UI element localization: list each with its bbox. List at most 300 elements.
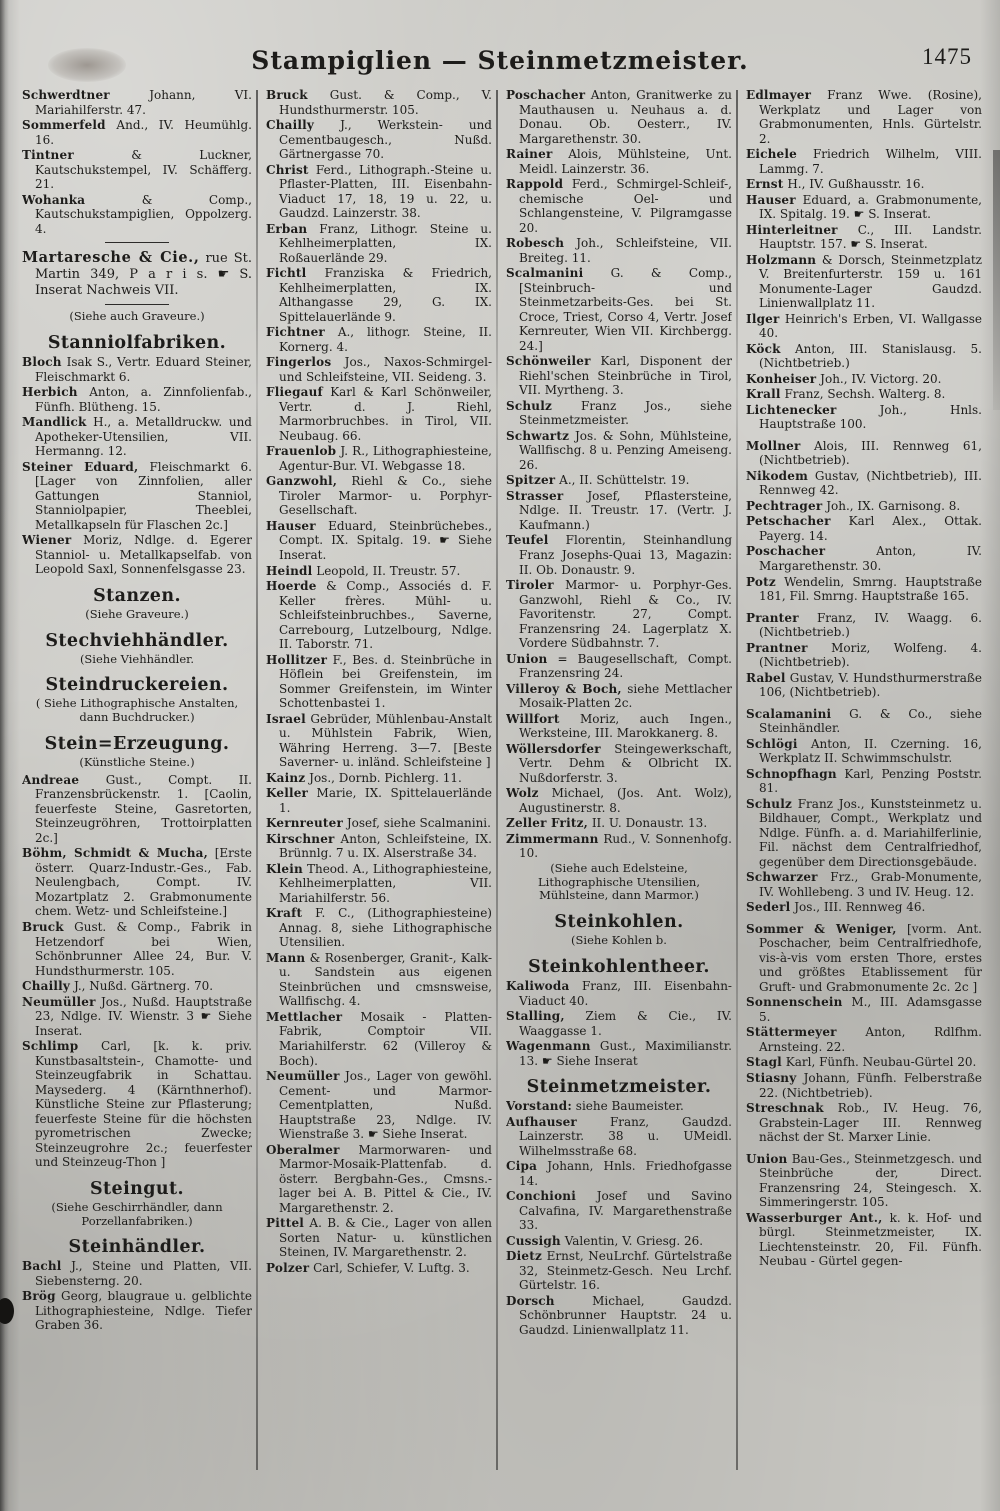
entry-text: Johann, VI. Mariahilferstr. 47. (35, 88, 252, 117)
entry-text: Johann, Fünfh. Felberstraße 22. (Nichtbetrieb). (759, 1071, 982, 1100)
entry-text: Carl, Schiefer, V. Luftg. 3. (313, 1260, 470, 1275)
entry-text: Moriz, Wolfeng. 4. (Nichtbetrieb). (759, 640, 982, 670)
entry-name: Frauenlob (266, 444, 337, 459)
entry-name: Mettlacher (266, 1009, 343, 1024)
entry-text: Mosaik - Platten-Fabrik, Comptoir VII. Mariahilferstr. 62 (Villeroy & Boch). (279, 1009, 492, 1068)
entry-text: Anton, Schleifsteine, IX. Brünnlg. 7 u. IX. Alserstraße 34. (279, 831, 492, 861)
section-crossref: (Künstliche Steine.) (79, 755, 195, 770)
directory-entry (22, 995, 252, 1039)
directory-entry (746, 575, 982, 604)
entry-name: Villeroy & Boch, (506, 681, 622, 696)
entry-name: Bruck (22, 919, 64, 934)
directory-entry (22, 148, 252, 192)
entry-text: & Comp., Kautschukstampiglien, Oppolzerg. 4. (35, 192, 252, 236)
section-crossref: (Siehe Graveure.) (85, 606, 189, 621)
directory-entry (506, 682, 732, 711)
entry-text: Eduard, Steinbrüchebes., Compt. IX. Spitalg. 19. ☛ Siehe Inserat. (279, 518, 492, 562)
directory-entry (266, 355, 492, 384)
directory-entry (506, 832, 732, 861)
directory-entry (746, 671, 982, 700)
entry-text: Josef, Pflastersteine, Ndlge. II. Treustr. 17. (Vertr. J. Kaufmann.) (519, 488, 732, 532)
entry-text: Ferd., Schmirgel-Schleif-, chemische Oel- und Schlangensteine, V. Pilgramgasse 20. (519, 177, 732, 235)
entry-name: Wasserburger Ant., (746, 1210, 883, 1225)
directory-entry (266, 564, 492, 579)
entry-text: G. & Comp., [Steinbruch- und Steinmetzarbeits-Ges. bei St. Croce, Triest, Corso 4, Vertr. Josef Kernreuter, Wien VII. Kirchbergg. 24.] (519, 266, 732, 353)
entry-name: Brög (22, 1289, 56, 1304)
directory-entry (506, 354, 732, 398)
entry-name: Fichtner (266, 325, 325, 340)
section-divider (105, 304, 169, 305)
entry-text: G. & Co., siehe Steinhändler. (759, 706, 982, 736)
directory-entry (266, 832, 492, 861)
entry-name: Ernst (746, 177, 784, 192)
directory-entry (746, 177, 982, 192)
entry-name: Scalamanini (746, 706, 832, 721)
directory-entry (266, 519, 492, 563)
directory-entry (506, 1249, 732, 1293)
directory-entry (746, 253, 982, 311)
directory-entry (22, 920, 252, 978)
directory-entry (266, 786, 492, 815)
entry-name: Rabel (746, 670, 786, 685)
entry-name: Martaresche & Cie., (22, 249, 200, 267)
entry-name: Hoerde (266, 579, 317, 594)
directory-entry (506, 786, 732, 815)
entry-name: Zimmermann (506, 831, 599, 846)
directory-entry (506, 712, 732, 741)
directory-entry (266, 816, 492, 831)
entry-text: Franz, Sechsh. Walterg. 8. (784, 387, 946, 402)
directory-entry (22, 460, 252, 533)
entry-text: Steingewerkschaft, Vertr. Dehm & Olbricht IX. Nußdorferstr. 3. (519, 741, 732, 785)
directory-entry (746, 223, 982, 252)
entry-name: Spitzer (506, 473, 556, 488)
directory-entry (22, 415, 252, 459)
entry-text: Michael, Gaudzd. Schönbrunner Hauptstr. 24 u. Gaudzd. Linienwallplatz 11. (519, 1293, 732, 1337)
directory-entry (22, 773, 252, 846)
directory-entry (506, 578, 732, 651)
directory-entry (266, 385, 492, 443)
section-crossref: (Siehe auch Edelsteine, Lithographische Utensilien, Mühlsteine, dann Marmor.) (538, 860, 700, 903)
entry-text: Marie, IX. Spittelauerlände 1. (279, 786, 492, 815)
entry-text: J., Werkstein- und Cementbaugesch., Nußd. Gärtnergasse 70. (279, 118, 492, 162)
directory-entry (746, 88, 982, 146)
entry-text: Riehl & Co., siehe Tiroler Marmor- u. Porphyr-Gesellschaft. (279, 474, 492, 518)
entry-text: Fleischmarkt 6. [Lager von Zinnfolien, aller Gattungen Stanniol, Stanniolpapier, Theeblei, Metallkapseln für Flaschen 2c.] (35, 459, 252, 532)
entry-name: Sommer & Weniger, (746, 921, 897, 936)
entry-text: Franz, III. Eisenbahn-Viaduct 40. (519, 979, 732, 1008)
directory-entry (266, 906, 492, 950)
entry-text: Alois, III. Rennweg 61, (Nichtbetrieb). (759, 438, 982, 468)
entry-text: Frz., Grab-Monumente, IV. Wohllebeng. 3 und IV. Heug. 12. (759, 870, 982, 899)
section-heading: Steinmetzmeister. (526, 1077, 712, 1098)
entry-name: Kraft (266, 906, 303, 921)
entry-text: Gebrüder, Mühlenbau-Anstalt u. Mühlstein Fabrik, Wien, Währing Herreng. 3—7. [Beste Saverner- u. inländ. Schleifsteine ] (279, 711, 492, 770)
entry-text: Moriz, auch Ingen., Werksteine, III. Marokkanerg. 8. (519, 711, 732, 741)
entry-name: Scalmanini (506, 266, 584, 281)
entry-name: Schwerdtner (22, 88, 110, 102)
directory-entry (506, 1099, 732, 1114)
directory-entry (266, 266, 492, 324)
entry-text: Jos., Lager von gewöhl. Cement- und Marmor-Cementplatten, Nußd. Hauptstraße 23, Ndlge. IV. Wienstraße 3. ☛ Siehe Inserat. (279, 1069, 492, 1142)
entry-name: Union (506, 651, 548, 666)
directory-entry (266, 579, 492, 652)
entry-text: Johann, Hnls. Friedhofgasse 14. (519, 1159, 732, 1188)
entry-name: Böhm, Schmidt & Mucha, (22, 846, 209, 861)
entry-text: H., a. Metalldruckw. und Apotheker-Utensilien, VII. Hermanng. 12. (35, 415, 252, 459)
entry-name: Mann (266, 950, 306, 965)
entry-text: [vorm. Ant. Poschacher, beim Centralfriedhofe, vis-à-vis vom ersten Thore, erstes und größtes Etablissement für Gruft- und Grabmonumente 2c. 2c ] (759, 921, 982, 994)
directory-entry (746, 641, 982, 670)
entry-name: Zeller Fritz, (506, 816, 588, 831)
directory-entry (266, 474, 492, 518)
directory-entry (266, 325, 492, 354)
entry-name: Willfort (506, 711, 560, 726)
entry-text: Franz Jos., siehe Steinmetzmeister. (519, 398, 732, 428)
entry-name: Holzmann (746, 252, 817, 267)
entry-text: Franz Wwe. (Rosine), Werkplatz und Lager von Grabmonumenten, Hnls. Gürtelstr. 2. (759, 88, 982, 146)
directory-entry (506, 742, 732, 786)
directory-entry (506, 1039, 732, 1068)
directory-entry (746, 514, 982, 543)
entry-text: = Baugesellschaft, Compt. Franzensring 24. (519, 651, 732, 681)
entry-name: Stiasny (746, 1071, 797, 1085)
entry-text: & Dorsch, Steinmetzplatz V. Breitenfurterstr. 159 u. 161 Monumente-Lager Gaudzd. Linienwallplatz 11. (759, 252, 982, 311)
directory-entry (22, 1039, 252, 1170)
entry-name: Hauser (266, 518, 316, 533)
entry-name: Kaliwoda (506, 979, 570, 993)
entry-text: A. B. & Cie., Lager von allen Sorten Natur- u. künstlichen Steinen, IV. Margarethenstr. 2. (279, 1216, 492, 1260)
entry-name: Union (746, 1151, 788, 1166)
directory-entry (746, 499, 982, 514)
directory-entry (506, 489, 732, 533)
entry-text: Anton, Rdlfhm. Arnsteing. 22. (759, 1025, 982, 1054)
directory-entry (506, 473, 732, 488)
entry-name: Ilger (746, 311, 780, 326)
directory-entry (506, 429, 732, 473)
entry-text: Josef, siehe Scalmanini. (346, 816, 491, 831)
directory-entry (746, 439, 982, 468)
entry-text: Alois, Mühlsteine, Unt. Meidl. Lainzerstr. 36. (519, 147, 732, 176)
entry-name: Tiroler (506, 578, 554, 593)
entry-name: Sonnenschein (746, 995, 843, 1010)
entry-text: Leopold, II. Treustr. 57. (316, 563, 461, 578)
entry-name: Vorstand: (506, 1099, 572, 1114)
entry-name: Ganzwohl, (266, 474, 338, 489)
entry-name: Poschacher (746, 544, 826, 559)
directory-entry (506, 1189, 732, 1233)
entry-name: Klein (266, 861, 303, 876)
entry-text: Joh., IV. Victorg. 20. (820, 371, 942, 386)
entry-text: Josef und Savino Calvafina, IV. Margarethenstraße 33. (519, 1189, 732, 1233)
entry-name: Sederl (746, 900, 791, 915)
entry-text: J. R., Lithographiesteine, Agentur-Bur. VI. Webgasse 18. (279, 444, 492, 473)
column-2 (266, 88, 492, 1496)
entry-name: Schlimp (22, 1039, 79, 1054)
entry-name: Wagenmann (506, 1039, 591, 1054)
entry-text: H., IV. Gußhausstr. 16. (787, 177, 925, 192)
entry-name: Cussigh (506, 1233, 561, 1248)
entry-name: Kainz (266, 770, 306, 785)
directory-entry (266, 1143, 492, 1216)
entry-name: Wiener (22, 533, 72, 548)
directory-entry (506, 652, 732, 681)
directory-entry (506, 266, 732, 353)
entry-text: siehe Baumeister. (575, 1099, 684, 1114)
section-heading: Stanniolfabriken. (47, 333, 227, 354)
entry-name: Chailly (266, 118, 315, 133)
entry-text: & Comp., Associés d. F. Keller frères. Mühl- u. Schleifsteinbruchbes., Saverne, Carrebourg, Lutzelbourg, Ndlge. II. Taborstr. 71. (279, 579, 492, 652)
directory-entry (506, 533, 732, 577)
directory-entry (506, 979, 732, 1008)
entry-text: Karl, Disponent der Riehl'schen Steinbrüche in Tirol, VII. Myrtheng. 3. (519, 354, 732, 398)
entry-name: Rappold (506, 177, 564, 192)
entry-name: Streschnak (746, 1101, 824, 1116)
page-header (0, 46, 1000, 75)
directory-entry (746, 797, 982, 870)
entry-name: Schnopfhagn (746, 766, 837, 781)
directory-entry (22, 249, 252, 298)
entry-text: k. k. Hof- und bürgl. Steinmetzmeister, IX. Liechtensteinstr. 20, Fil. Fünfh. Neubau - Gürtel gegen- (759, 1210, 982, 1269)
entry-name: Neumüller (266, 1069, 340, 1084)
entry-name: Nikodem (746, 468, 808, 483)
directory-entry (266, 1216, 492, 1260)
entry-name: Kernreuter (266, 816, 344, 831)
entry-text: Isak S., Vertr. Eduard Steiner, Fleischmarkt 6. (35, 355, 252, 384)
section-crossref: (Siehe Geschirrhändler, dann Porzellanfabriken.) (51, 1199, 223, 1228)
directory-entry (746, 342, 982, 371)
section-heading: Stanzen. (93, 585, 181, 606)
entry-text: Bau-Ges., Steinmetzgesch. und Steinbrüche der, Direct. Franzensring 24, Steingesch. X. Simmeringerstr. 105. (759, 1151, 982, 1210)
scan-edge-shadow (0, 0, 9, 1511)
directory-entry (746, 737, 982, 766)
entry-text: Karl, Fünfh. Neubau-Gürtel 20. (785, 1055, 977, 1070)
section-heading: Steindruckereien. (45, 675, 229, 696)
entry-text: Karl Alex., Ottak. Payerg. 14. (759, 514, 982, 543)
entry-name: Schulz (746, 796, 792, 811)
ink-speck (0, 1298, 14, 1324)
entry-name: Schönweiler (506, 354, 591, 369)
directory-entry (746, 1211, 982, 1269)
directory-entry (746, 611, 982, 640)
entry-name: Fingerlos (266, 355, 332, 370)
entry-name: Wöllersdorfer (506, 741, 601, 756)
directory-entry (266, 653, 492, 711)
entry-text: Karl, Penzing Poststr. 81. (759, 766, 982, 796)
page-number: 1475 (922, 44, 972, 69)
directory-entry (266, 222, 492, 266)
directory-entry (746, 312, 982, 341)
entry-text: Wendelin, Smrng. Hauptstraße 181, Fil. Smrng. Hauptstraße 165. (759, 574, 982, 604)
entry-text: A., lithogr. Steine, II. Kornerg. 4. (279, 325, 492, 354)
entry-text: Gustav, V. Hundsthurmerstraße 106, (Nichtbetrieb). (759, 670, 982, 700)
entry-name: Rainer (506, 147, 553, 162)
entry-text: Heinrich's Erben, VI. Wallgasse 40. (759, 311, 982, 341)
section-crossref: (Siehe auch Graveure.) (69, 309, 205, 324)
directory-entry (506, 177, 732, 235)
entry-text: Anton, Granitwerke zu Mauthausen u. Neuhaus a. d. Donau. Ob. Oesterr., IV. Margarethenstr. 30. (519, 88, 732, 146)
section-crossref: (Siehe Viehhändler. (79, 651, 195, 666)
entry-name: Schlögi (746, 736, 798, 751)
section-heading: Steinkohlentheer. (528, 957, 710, 977)
entry-name: Aufhauser (506, 1114, 577, 1129)
entry-text: Theod. A., Lithographiesteine, Kehlheimerplatten, VII. Mariahilferstr. 56. (279, 861, 492, 905)
entry-text: Joh., Hnls. Hauptstraße 100. (759, 402, 982, 432)
directory-entry (506, 399, 732, 428)
entry-name: Herbich (22, 385, 78, 400)
entry-text: rue St. Martin 349, P a r i s. ☛ S. Inserat Nachweis VII. (35, 251, 252, 298)
directory-entry (266, 862, 492, 906)
directory-entry (22, 88, 252, 117)
directory-entry (22, 1289, 252, 1333)
entry-name: Christ (266, 162, 309, 177)
entry-name: Dorsch (506, 1293, 555, 1308)
entry-text: Franziska & Friedrich, Kehlheimerplatten, IX. Althangasse 29, G. IX. Spittelauerlände 9. (279, 266, 492, 324)
entry-text: Michael, (Jos. Ant. Wolz), Augustinerstr. 8. (519, 786, 732, 815)
entry-name: Bruck (266, 88, 308, 102)
column-3 (506, 88, 732, 1496)
entry-name: Keller (266, 786, 309, 801)
directory-entry (746, 193, 982, 222)
entry-name: Andreae (22, 772, 80, 787)
entry-name: Steiner Eduard, (22, 459, 139, 474)
column-1 (22, 88, 252, 1496)
entry-name: Wolz (506, 786, 539, 801)
entry-name: Köck (746, 341, 781, 356)
entry-name: Pranter (746, 610, 799, 625)
column-divider (256, 90, 258, 1470)
entry-name: Strasser (506, 488, 564, 503)
entry-text: Rud., V. Sonnenhofg. 10. (519, 831, 732, 861)
directory-entry (746, 1025, 982, 1054)
entry-name: Lichtenecker (746, 402, 837, 417)
entry-text: Georg, blaugraue u. gelblichte Lithographiesteine, Ndlge. Tiefer Graben 36. (35, 1289, 252, 1333)
directory-entry (746, 995, 982, 1024)
entry-text: F., Bes. d. Steinbrüche in Höflein bei Greifenstein, im Sommer Greifenstein, im Winter Schottenbastei 1. (279, 652, 492, 711)
directory-entry (22, 385, 252, 414)
entry-text: Gust. & Comp., V. Hundsthurmerstr. 105. (279, 88, 492, 117)
entry-text: Franz, IV. Waagg. 6. (Nichtbetrieb.) (759, 610, 982, 640)
entry-text: Valentin, V. Griesg. 26. (564, 1233, 704, 1248)
entry-name: Bloch (22, 355, 62, 370)
directory-entry (266, 1069, 492, 1142)
entry-name: Conchioni (506, 1189, 576, 1204)
entry-name: Konheiser (746, 371, 817, 386)
entry-name: Dietz (506, 1249, 542, 1264)
entry-name: Prantner (746, 640, 808, 655)
entry-name: Hinterleitner (746, 222, 838, 237)
entry-text: Gust. & Comp., Fabrik in Hetzendorf bei Wien, Schönbrunner Allee 24, Bur. V. Hundsthurmerstr. 105. (35, 919, 252, 978)
entry-text: Eduard, a. Grabmonumente, IX. Spitalg. 19. ☛ S. Inserat. (759, 192, 982, 222)
entry-name: Pechtrager (746, 498, 823, 513)
entry-name: Stagl (746, 1055, 782, 1070)
entry-name: Tintner (22, 148, 74, 163)
entry-text: Gust., Compt. II. Franzensbrückenstr. 1. [Caolin, feuerfeste Steine, Gasretorten, Steinzeugröhren, Trottoirplatten 2c.] (35, 772, 252, 845)
directory-entry (746, 387, 982, 402)
directory-entry (22, 193, 252, 237)
entry-text: Joh., Schleifsteine, VII. Breiteg. 11. (519, 236, 732, 265)
entry-text: Anton, a. Zinnfolienfab., Fünfh. Blütheng. 15. (35, 385, 252, 414)
entry-text: And., IV. Heumühlg. 16. (35, 118, 252, 147)
entry-text: II. U. Donaustr. 13. (591, 816, 708, 831)
entry-name: Oberalmer (266, 1142, 340, 1157)
section-divider (105, 242, 169, 243)
directory-entry (266, 771, 492, 786)
entry-name: Stättermeyer (746, 1025, 837, 1040)
entry-name: Bachl (22, 1259, 62, 1274)
entry-name: Schwarzer (746, 870, 818, 885)
directory-entry (22, 355, 252, 384)
entry-name: Mollner (746, 438, 801, 453)
entry-text: Jos., III. Rennweg 46. (794, 900, 926, 915)
directory-entry (746, 372, 982, 387)
scan-streak (993, 150, 1000, 410)
entry-name: Poschacher (506, 88, 586, 102)
entry-name: Cipa (506, 1159, 538, 1174)
entry-name: Wohanka (22, 192, 86, 207)
directory-entry (746, 544, 982, 573)
entry-text: Rob., IV. Heug. 76, Grabstein-Lager III. Rennweg nächst der St. Marxer Linie. (759, 1101, 982, 1145)
entry-name: Schwartz (506, 428, 570, 443)
directory-entry (506, 1159, 732, 1188)
entry-text: C., III. Landstr. Hauptstr. 157. ☛ S. Inserat. (759, 222, 982, 252)
directory-entry (22, 533, 252, 577)
directory-entry (746, 922, 982, 995)
directory-entry (266, 712, 492, 770)
entry-text: F. C., (Lithographiesteine) Annag. 8, siehe Lithographische Utensilien. (279, 906, 492, 950)
directory-entry (506, 147, 732, 176)
entry-text: Gustav, (Nichtbetrieb), III. Rennweg 42. (759, 468, 982, 498)
entry-text: A., II. Schüttelstr. 19. (559, 473, 690, 488)
entry-text: Anton, III. Stanislausg. 5. (Nichtbetrieb.) (759, 341, 982, 371)
entry-text: Jos., Nußd. Hauptstraße 23, Ndlge. IV. Wienstr. 3 ☛ Siehe Inserat. (35, 994, 252, 1038)
directory-entry (266, 444, 492, 473)
directory-entry (506, 1009, 732, 1038)
entry-text: Jos. & Sohn, Mühlsteine, Wallfischg. 8 u. Penzing Ameiseng. 26. (519, 428, 732, 472)
directory-entry (266, 163, 492, 221)
directory-entry (746, 707, 982, 736)
entry-name: Stalling, (506, 1009, 565, 1024)
entry-name: Sommerfeld (22, 118, 106, 133)
section-heading: Stechviehhändler. (45, 630, 229, 651)
entry-name: Fliegauf (266, 385, 323, 400)
entry-text: Florentin, Steinhandlung Franz Josephs-Quai 13, Magazin: II. Ob. Donaustr. 9. (519, 533, 732, 577)
directory-entry (746, 900, 982, 915)
entry-name: Neumüller (22, 994, 96, 1009)
directory-entry (506, 1115, 732, 1159)
entry-name: Krall (746, 387, 781, 402)
entry-name: Eichele (746, 147, 797, 162)
entry-name: Robesch (506, 236, 565, 251)
entry-text: Jos., Dornb. Pichlerg. 11. (309, 770, 462, 785)
entry-name: Fichtl (266, 266, 307, 281)
entry-text: Carl, [k. k. priv. Kunstbasaltstein-, Chamotte- und Steinzeugfabrik in Schattau. Maysederg. 4 (Kärnthnerhof). Künstliche Steine zur Pflasterung; feuerfeste Steine für die höchsten pyrometrischen Zwecke; Steinzeugrohre 2c.; feuerfester und Steinzeug-Thon ] (35, 1039, 252, 1170)
entry-text: Ferd., Lithograph.-Steine u. Pflaster-Platten, III. Eisenbahn-Viaduct 17, 18, 19 u. 22, u. Gaudzd. Lainzerstr. 38. (279, 162, 492, 221)
entry-name: Heindl (266, 563, 313, 578)
entry-text: Jos., Naxos-Schmirgel- und Schleifsteine, VII. Seideng. 3. (279, 355, 492, 384)
entry-text: Moriz, Ndlge. d. Egerer Stanniol- u. Metallkapselfab. von Leopold Saxl, Sonnenfelsgasse 23. (35, 533, 252, 577)
entry-text: J., Nußd. Gärtnerg. 70. (73, 979, 214, 994)
entry-text: [Erste österr. Quarz-Industr.-Ges., Fab. Neulengbach, Compt. IV. Mozartplatz 2. Grabmonumente chem. Wetz- und Schleifsteine.] (35, 846, 252, 919)
directory-entry (266, 88, 492, 117)
entry-text: Friedrich Wilhelm, VIII. Lammg. 7. (759, 147, 982, 176)
directory-entry (22, 1259, 252, 1288)
directory-entry (506, 1294, 732, 1338)
directory-entry (746, 1055, 982, 1070)
entry-text: siehe Mettlacher Mosaik-Platten 2c. (519, 681, 732, 711)
entry-text: Gust., Maximilianstr. 13. ☛ Siehe Inserat (519, 1039, 732, 1068)
entry-name: Potz (746, 574, 776, 589)
